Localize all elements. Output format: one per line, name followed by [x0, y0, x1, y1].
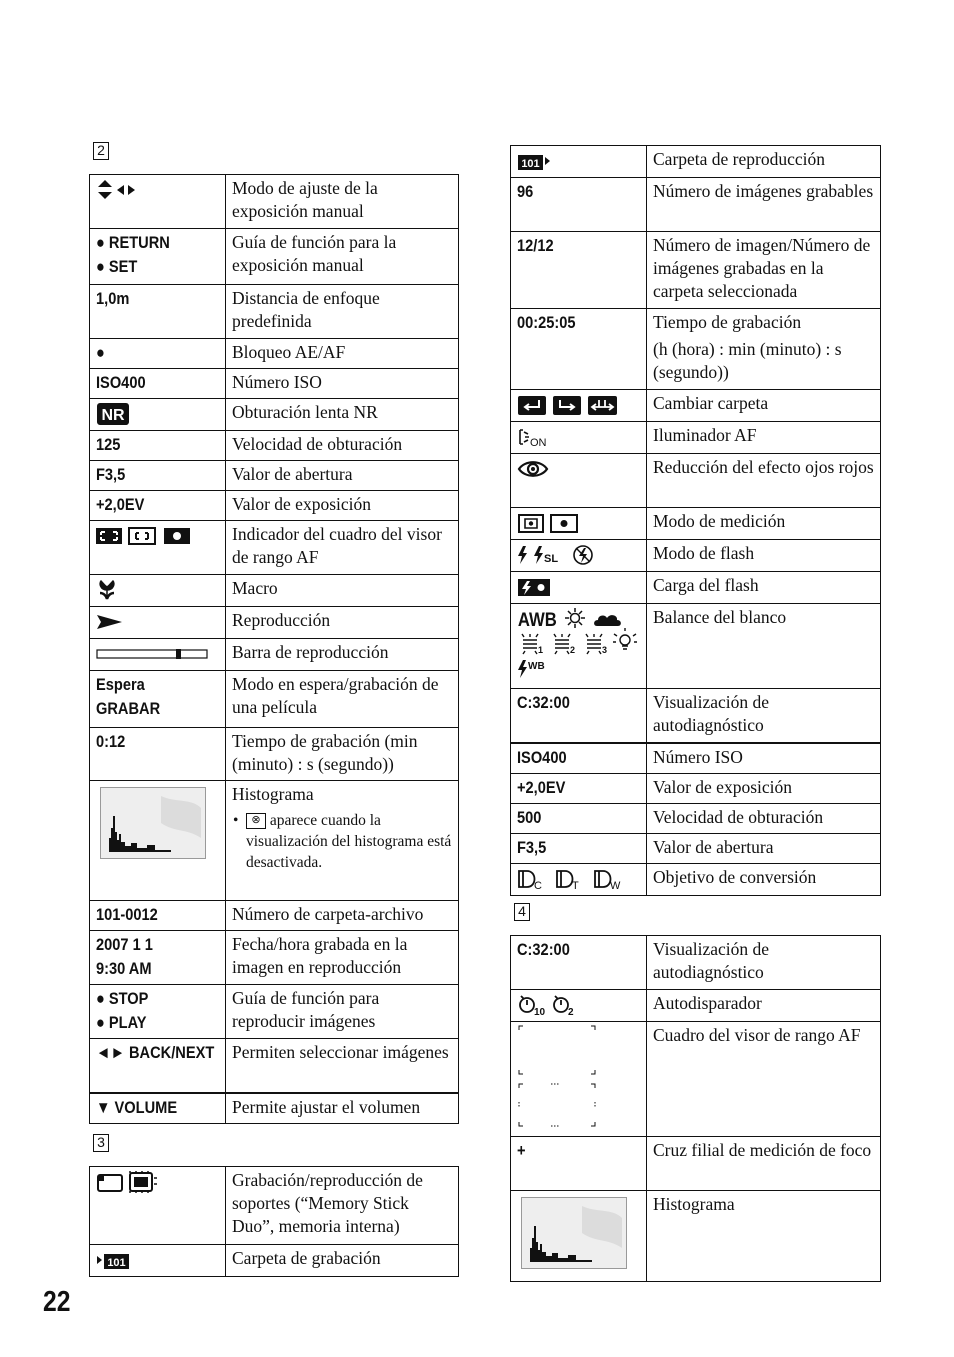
- table-row: [511, 454, 881, 508]
- table-row: [90, 671, 459, 728]
- row-symbol: ● RETURN: [96, 233, 170, 252]
- table-row: [90, 1093, 459, 1124]
- table-row: [90, 575, 459, 607]
- table-row: [90, 1167, 459, 1245]
- table-row: [511, 689, 881, 743]
- flash-wb-icon: [518, 660, 527, 678]
- incandescent-icon: [613, 628, 637, 649]
- row-symbol: ISO400: [96, 373, 146, 392]
- svg-text:2: 2: [568, 1007, 574, 1017]
- row-symbol: +2,0EV: [517, 777, 566, 797]
- row-description: Valor de exposición: [647, 773, 881, 803]
- row-description: Permiten seleccionar imágenes: [226, 1039, 459, 1093]
- page-number: 22: [43, 1286, 71, 1318]
- cloud-icon: [594, 615, 621, 626]
- row-description: Valor de exposición: [226, 491, 459, 521]
- svg-text:10: 10: [534, 1007, 546, 1017]
- wb-label: WB: [528, 661, 545, 672]
- recording-folder-icon: [96, 1249, 130, 1271]
- svg-text:T: T: [572, 879, 579, 891]
- table-row: [90, 901, 459, 931]
- section3-table-right: [510, 145, 881, 896]
- table-row: [511, 422, 881, 454]
- table-row: [511, 1137, 881, 1191]
- row-description: Reproducción: [226, 607, 459, 639]
- row-description: Macro: [226, 575, 459, 607]
- row-symbol: 125: [96, 435, 121, 454]
- row-symbol: 1,0m: [96, 289, 130, 308]
- row-description: Indicador del cuadro del visor de rango AF: [226, 521, 459, 575]
- row-description: Guía de función para reproducir imágenes: [226, 985, 459, 1039]
- table-row: [511, 178, 881, 232]
- change-folder-icons: [517, 394, 619, 416]
- table-row: [90, 1039, 459, 1093]
- row-symbol: 500: [517, 807, 542, 827]
- fluorescent-icons: [522, 634, 602, 654]
- section2-table: [89, 174, 459, 1124]
- row-description: Autodisparador: [647, 990, 881, 1022]
- table-row: [90, 229, 459, 285]
- row-description: Barra de reproducción: [226, 639, 459, 671]
- row-description: Permite ajustar el volumen: [226, 1093, 459, 1124]
- row-symbol: F3,5: [517, 837, 547, 857]
- row-description: Modo de medición: [647, 508, 881, 540]
- row-symbol: ISO400: [517, 747, 567, 767]
- row-description: Modo de ajuste de la exposición manual: [226, 175, 459, 229]
- row-symbol: 0:12: [96, 732, 126, 751]
- row-symbol: ▼ VOLUME: [96, 1097, 178, 1117]
- table-row: [90, 985, 459, 1039]
- table-row: [90, 728, 459, 781]
- self-timer-icons: [517, 993, 583, 1017]
- playback-folder-icon: [517, 150, 551, 172]
- section4-table: [510, 935, 881, 1282]
- table-row: [511, 803, 881, 833]
- macro-icon: [96, 579, 118, 601]
- red-eye-icon: [517, 458, 549, 480]
- section3-table-left: [89, 1166, 459, 1277]
- table-row: [511, 540, 881, 572]
- row-description: Fecha/hora grabada en la imagen en reproducción: [226, 931, 459, 985]
- svg-text:NR: NR: [101, 407, 125, 424]
- histogram-note: [232, 810, 452, 873]
- conversion-lens-icons: [517, 867, 629, 891]
- section-marker-3: 3: [93, 1134, 109, 1152]
- row-description: Iluminador AF: [647, 422, 881, 454]
- row-description: Distancia de enfoque predefinida: [226, 285, 459, 339]
- table-row: [511, 508, 881, 540]
- row-symbol: C:32:00: [517, 940, 570, 959]
- table-row: [511, 309, 881, 390]
- row-description: Número de imagen/Número de imágenes grabadas en la carpeta seleccionada: [647, 232, 881, 309]
- row-symbol: ●: [96, 343, 105, 362]
- row-description: Visualización de autodiagnóstico: [647, 689, 881, 743]
- flash-mode-icons: [517, 544, 597, 566]
- af-range-finder-frame-icons: [96, 525, 192, 547]
- table-row: [90, 521, 459, 575]
- table-row: [90, 491, 459, 521]
- folder-number: 101: [107, 1257, 126, 1269]
- row-description: Objetivo de conversión: [647, 863, 881, 895]
- flash-charge-icon: [517, 576, 551, 598]
- svg-text:3: 3: [602, 645, 608, 655]
- icon-label: SL: [544, 553, 559, 565]
- table-row: [511, 146, 881, 178]
- row-symbol: ◄► BACK/NEXT: [96, 1043, 215, 1062]
- table-row: [90, 607, 459, 639]
- table-row: [90, 399, 459, 431]
- row-symbol: Espera: [96, 675, 145, 694]
- note-text: aparece cuando la visualización del histograma está desactivada.: [246, 812, 452, 871]
- row-symbol: 00:25:05: [517, 313, 576, 332]
- row-description: Tiempo de grabación: [653, 312, 802, 332]
- exposure-adjust-icon: [96, 178, 140, 202]
- row-symbol: ● STOP: [96, 989, 149, 1008]
- table-row: [90, 175, 459, 229]
- sun-icon: [565, 608, 585, 628]
- row-description: Número ISO: [647, 743, 881, 774]
- table-row: [511, 1022, 881, 1137]
- row-subdescription: (h (hora) : min (minuto) : s (segundo)): [653, 339, 842, 382]
- histogram-icon: [521, 1197, 627, 1269]
- row-symbol: ● PLAY: [96, 1013, 147, 1032]
- table-row: [511, 604, 881, 689]
- table-row: [90, 369, 459, 399]
- section-marker-2: 2: [93, 142, 109, 160]
- row-description: Cruz filial de medición de foco: [647, 1137, 881, 1191]
- histogram-icon: [100, 787, 206, 859]
- row-description: Velocidad de obturación: [647, 803, 881, 833]
- row-description: Velocidad de obturación: [226, 431, 459, 461]
- table-row: [511, 390, 881, 422]
- row-description: Número de imágenes grabables: [647, 178, 881, 232]
- table-row: [511, 863, 881, 895]
- table-row: [90, 1245, 459, 1277]
- row-description: Histograma: [647, 1191, 881, 1282]
- table-row: [90, 461, 459, 491]
- af-range-frame-icon: [517, 1024, 617, 1128]
- svg-text:1: 1: [538, 645, 544, 655]
- row-description: Balance del blanco: [647, 604, 881, 689]
- row-symbol: 9:30 AM: [96, 959, 152, 978]
- playback-icon: [96, 611, 124, 633]
- row-description: Número de carpeta-archivo: [226, 901, 459, 931]
- af-illuminator-icon: [517, 426, 557, 448]
- table-row: [90, 431, 459, 461]
- icon-label: ON: [530, 437, 547, 448]
- awb-icon: AWB: [517, 609, 557, 631]
- svg-text:C: C: [534, 879, 542, 891]
- table-row: [90, 781, 459, 901]
- row-description: Cuadro del visor de rango AF: [647, 1022, 881, 1137]
- svg-text:2: 2: [570, 645, 576, 655]
- row-symbol: +: [517, 1141, 526, 1160]
- playback-bar-icon: [96, 647, 208, 661]
- row-description: Reducción del efecto ojos rojos: [647, 454, 881, 508]
- folder-number: 101: [521, 158, 540, 170]
- row-symbol: 101-0012: [96, 905, 158, 924]
- white-balance-icons: [517, 606, 639, 680]
- media-memory-icons: [96, 1170, 158, 1194]
- row-description: Grabación/reproducción de soportes (“Memory Stick Duo”, memoria interna): [226, 1167, 459, 1245]
- row-description: Modo de flash: [647, 540, 881, 572]
- row-description: Modo en espera/grabación de una película: [226, 671, 459, 728]
- nr-icon: [96, 402, 130, 426]
- row-description: Cambiar carpeta: [647, 390, 881, 422]
- row-description: Visualización de autodiagnóstico: [647, 936, 881, 990]
- table-row: [90, 285, 459, 339]
- row-symbol: +2,0EV: [96, 495, 145, 514]
- row-description: Valor de abertura: [647, 833, 881, 863]
- row-symbol: F3,5: [96, 465, 126, 484]
- table-row: [90, 931, 459, 985]
- row-symbol: 2007 1 1: [96, 935, 153, 954]
- table-row: [511, 743, 881, 774]
- row-description: Tiempo de grabación (min (minuto) : s (segundo)): [226, 728, 459, 781]
- table-row: [90, 339, 459, 369]
- row-symbol: ● SET: [96, 257, 138, 276]
- row-description: Carpeta de reproducción: [647, 146, 881, 178]
- table-row: [511, 1191, 881, 1282]
- metering-mode-icons: [517, 512, 579, 534]
- row-symbol: 12/12: [517, 236, 554, 255]
- row-description: Guía de función para la exposición manual: [226, 229, 459, 285]
- table-row: [511, 773, 881, 803]
- row-description: Obturación lenta NR: [226, 399, 459, 431]
- section-marker-4: 4: [514, 903, 530, 921]
- table-row: [511, 833, 881, 863]
- table-row: [511, 572, 881, 604]
- row-description: Histograma: [232, 784, 314, 804]
- row-description: Número ISO: [226, 369, 459, 399]
- row-description: Carpeta de grabación: [226, 1245, 459, 1277]
- row-symbol: 96: [517, 182, 534, 201]
- row-description: Carga del flash: [647, 572, 881, 604]
- histogram-off-icon: ⊗: [246, 813, 266, 829]
- row-description: Valor de abertura: [226, 461, 459, 491]
- table-row: [90, 639, 459, 671]
- row-description: Bloqueo AE/AF: [226, 339, 459, 369]
- row-symbol: GRABAR: [96, 699, 161, 718]
- svg-text:W: W: [610, 879, 621, 891]
- table-row: [511, 232, 881, 309]
- table-row: [511, 936, 881, 990]
- row-symbol: C:32:00: [517, 693, 570, 712]
- table-row: [511, 990, 881, 1022]
